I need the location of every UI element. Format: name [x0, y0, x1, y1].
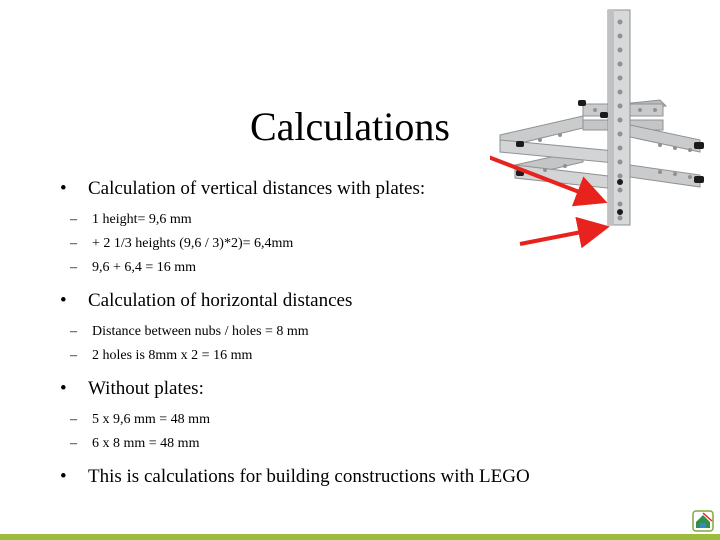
bullet-text-row — [60, 376, 620, 402]
sub-bullet-item — [60, 232, 620, 256]
sub-bullet-text: + 2 1/3 heights (9,6 / 3)*2)= 6,4mm — [92, 236, 294, 251]
footer-bar — [0, 534, 720, 540]
dash-icon: – — [70, 348, 77, 363]
bullet-dot-icon: • — [60, 378, 67, 399]
sub-bullet-item — [60, 256, 620, 280]
sub-bullet-list — [60, 408, 620, 456]
dash-icon: – — [70, 436, 77, 451]
bullet-dot-icon: • — [60, 290, 67, 311]
sub-bullet-item — [60, 320, 620, 344]
bullet-text: Calculation of horizontal distances — [88, 290, 353, 311]
dash-icon: – — [70, 212, 77, 227]
bullet-item — [60, 288, 620, 368]
bullet-item — [60, 376, 620, 456]
sub-bullet-item — [60, 344, 620, 368]
sub-bullet-text: 9,6 + 6,4 = 16 mm — [92, 260, 197, 275]
bullet-item — [60, 176, 620, 280]
sub-bullet-text: 1 height= 9,6 mm — [92, 212, 192, 227]
sub-bullet-list — [60, 208, 620, 280]
slide-title: Calculations — [250, 104, 450, 149]
sub-bullet-item — [60, 432, 620, 456]
bullet-text: Without plates: — [88, 378, 204, 399]
sub-bullet-text: 2 holes is 8mm x 2 = 16 mm — [92, 348, 253, 363]
sub-bullet-text: 6 x 8 mm = 48 mm — [92, 436, 200, 451]
sub-bullet-item — [60, 208, 620, 232]
sub-bullet-list — [60, 320, 620, 368]
bullet-text-row — [60, 288, 620, 314]
house-logo-icon — [692, 510, 714, 532]
dash-icon: – — [70, 236, 77, 251]
bullet-dot-icon: • — [60, 466, 67, 487]
bullet-text-row — [60, 464, 620, 490]
dash-icon: – — [70, 260, 77, 275]
bullet-text: Calculation of vertical distances with plates: — [88, 178, 426, 199]
sub-bullet-text: 5 x 9,6 mm = 48 mm — [92, 412, 210, 427]
bullet-list — [60, 176, 620, 490]
dash-icon: – — [70, 412, 77, 427]
dash-icon: – — [70, 324, 77, 339]
bullet-text-row — [60, 176, 620, 202]
sub-bullet-item — [60, 408, 620, 432]
bullet-text: This is calculations for building constructions with LEGO — [88, 466, 530, 487]
bullet-dot-icon: • — [60, 178, 67, 199]
bullet-item — [60, 464, 620, 490]
sub-bullet-text: Distance between nubs / holes = 8 mm — [92, 324, 309, 339]
